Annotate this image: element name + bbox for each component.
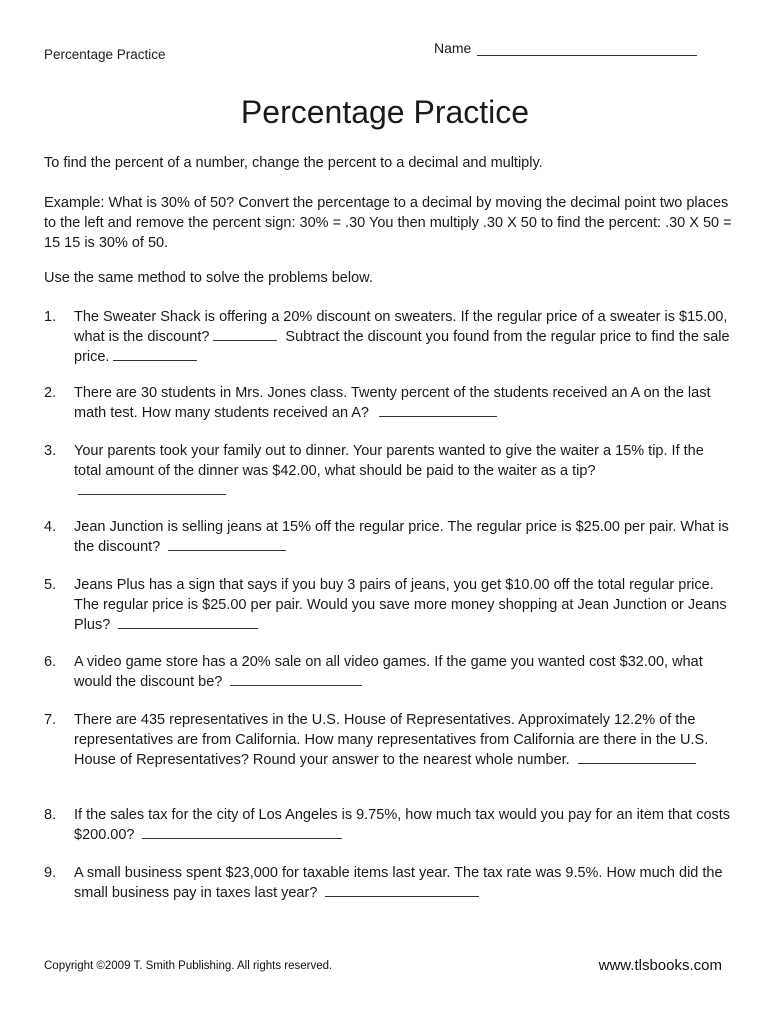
problem-question: There are 435 representatives in the U.S. House of Representatives. Approximately 12.2% of the representatives are from California. How many representatives from California are there in the U.S. House of Representatives? Round your answer to the nearest whole number. [74,712,709,768]
problem-4 [44,517,734,557]
problem-question: The Sweater Shack is offering a 20% discount on sweaters. If the regular price of a sweater is $15.00, what is the discount? [74,309,728,345]
problem-number: 4. [44,519,57,535]
answer-blank[interactable] [379,403,497,417]
answer-blank-sale-price[interactable] [113,347,197,361]
problem-question: Jean Junction is selling jeans at 15% off the regular price. The regular price is $25.00 per pair. What is the discount? [74,519,729,555]
problem-question: There are 30 students in Mrs. Jones class. Twenty percent of the students received an A on the last math test. How many students received an A? [74,385,711,421]
problem-number: 5. [44,577,57,593]
answer-blank[interactable] [168,537,286,551]
problem-number: 8. [44,807,57,823]
problem-text [74,863,734,903]
answer-blank-discount[interactable] [213,327,277,341]
problem-number: 1. [44,309,57,325]
answer-blank[interactable] [142,825,342,839]
answer-blank[interactable] [78,481,226,495]
problem-question: A small business spent $23,000 for taxable items last year. The tax rate was 9.5%. How much did the small business pay in taxes last year? [74,865,723,901]
method-text: Use the same method to solve the problems below. [44,270,373,286]
problem-followup: Subtract the discount you found from the regular price to find the sale price. [74,329,730,365]
problem-9 [44,863,734,903]
problem-question: A video game store has a 20% sale on all video games. If the game you wanted cost $32.00, what would the discount be? [74,654,703,690]
problem-text [74,652,734,692]
problem-7 [44,710,734,770]
problem-question: Your parents took your family out to dinner. Your parents wanted to give the waiter a 15% tip. If the total amount of the dinner was $42.00, what should be paid to the waiter as a tip? [74,443,704,479]
problem-text [74,575,734,635]
name-label: Name [434,40,472,56]
copyright-notice: Copyright ©2009 T. Smith Publishing. All rights reserved. [44,960,333,972]
problem-question: Jeans Plus has a sign that says if you buy 3 pairs of jeans, you get $10.00 off the total regular price. The regular price is $25.00 per pair. Would you save more money shopping at Jean Junction or Jeans Plus? [74,577,727,633]
problem-text [74,710,734,770]
problem-number: 2. [44,385,57,401]
problem-3 [44,441,734,501]
problem-number: 9. [44,865,57,881]
problem-text [74,517,734,557]
problem-number: 6. [44,654,57,670]
intro-text: To find the percent of a number, change the percent to a decimal and multiply. [44,155,543,171]
answer-blank[interactable] [230,672,362,686]
problem-2 [44,383,734,423]
page-title: Percentage Practice [240,94,530,130]
answer-blank[interactable] [578,750,696,764]
problem-number: 3. [44,443,57,459]
problem-text [74,441,734,501]
example-text: Example: What is 30% of 50? Convert the percentage to a decimal by moving the decimal point two places to the left and remove the percent sign: 30% = .30 You then multiply .30 X 50 to find the percent: .30 X 50 = 15 15 is 30% of 50. [44,195,732,251]
problem-8 [44,805,734,845]
header-title: Percentage Practice [44,47,166,62]
problem-question: If the sales tax for the city of Los Angeles is 9.75%, how much tax would you pay for an item that costs $200.00? [74,807,731,843]
answer-blank[interactable] [118,615,258,629]
problem-text [74,805,734,845]
problem-number: 7. [44,712,57,728]
problem-text [74,307,734,367]
problem-5 [44,575,734,635]
answer-blank[interactable] [325,883,479,897]
name-field [434,40,697,56]
name-blank-line[interactable] [477,41,697,56]
problem-1 [44,307,734,367]
problem-text [74,383,734,423]
website-link[interactable]: www.tlsbooks.com [598,957,722,974]
problem-6 [44,652,734,692]
